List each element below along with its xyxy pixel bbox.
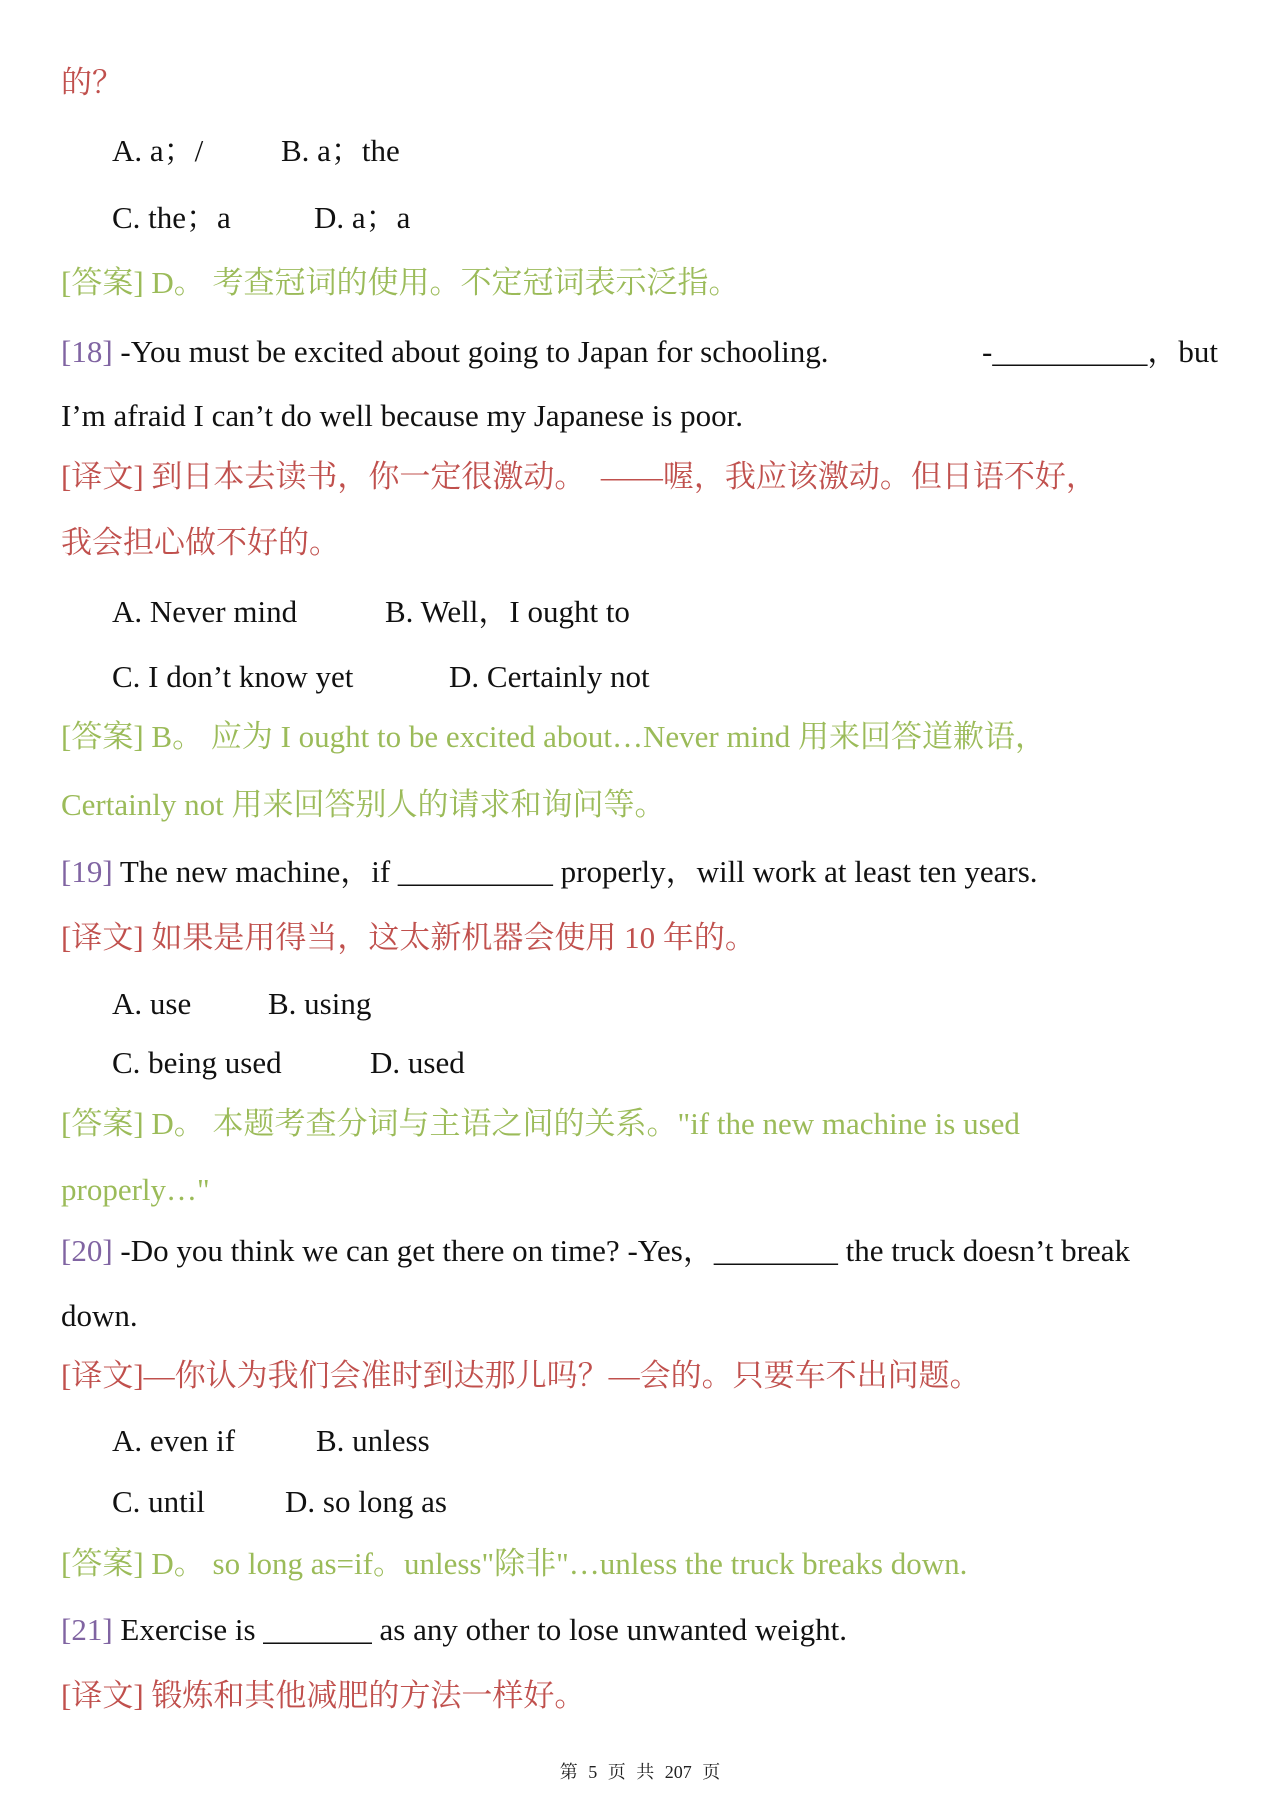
answer-text: D。 so long as=if。unless"除非"…unless the truck breaks down. bbox=[151, 1546, 968, 1581]
q20-option-b: B. unless bbox=[316, 1423, 430, 1458]
page-number: 第 5 页 共 207 页 bbox=[559, 1762, 721, 1782]
q19-option-b: B. using bbox=[268, 986, 372, 1021]
q18-question bbox=[61, 332, 828, 372]
q17-option-c: C. the；a bbox=[112, 200, 231, 235]
q17-option-b: B. a；the bbox=[281, 133, 400, 168]
q19-answer bbox=[61, 1104, 1020, 1144]
question-text: -Do you think we can get there on time? -Yes，________ the truck doesn’t break bbox=[120, 1233, 1130, 1268]
q17-answer bbox=[61, 263, 740, 303]
question-number: [21] bbox=[61, 1612, 113, 1647]
question-number: [18] bbox=[61, 334, 113, 369]
question-text: -You must be excited about going to Japan for schooling. bbox=[120, 334, 829, 369]
q20-option-c: C. until bbox=[112, 1484, 206, 1519]
q20-answer bbox=[61, 1544, 967, 1584]
translation-text: —你认为我们会准时到达那儿吗？—会的。只要车不出问题。 bbox=[143, 1358, 981, 1393]
question-number: [19] bbox=[61, 854, 113, 889]
answer-tag: [答案] bbox=[61, 265, 144, 300]
q19-answer-cont: properly…" bbox=[61, 1172, 210, 1207]
q18-translation bbox=[61, 457, 1097, 497]
q18-question-cont: I’m afraid I can’t do well because my Japanese is poor. bbox=[61, 398, 744, 433]
answer-tag: [答案] bbox=[61, 1546, 144, 1581]
q20-option-a: A. even if bbox=[112, 1423, 236, 1458]
answer-text: B。 应为 I ought to be excited about…Never mind 用来回答道歉语， bbox=[151, 719, 1046, 754]
q18-answer bbox=[61, 717, 1046, 757]
translation-tag: [译文] bbox=[61, 1358, 144, 1393]
q21-question bbox=[61, 1610, 847, 1650]
q18-translation-cont: 我会担心做不好的。 bbox=[61, 525, 340, 560]
q21-translation bbox=[61, 1676, 585, 1716]
q19-option-d: D. used bbox=[370, 1045, 465, 1080]
q20-option-d: D. so long as bbox=[285, 1484, 447, 1519]
question-text: The new machine，if __________ properly，will work at least ten years. bbox=[119, 854, 1038, 889]
q17-option-d: D. a；a bbox=[314, 200, 411, 235]
answer-text: D。 本题考查分词与主语之间的关系。"if the new machine is used bbox=[151, 1106, 1020, 1141]
q18-blank: -__________，but bbox=[982, 334, 1218, 369]
answer-tag: [答案] bbox=[61, 719, 144, 754]
answer-tag: [答案] bbox=[61, 1106, 144, 1141]
question-text: Exercise is _______ as any other to lose unwanted weight. bbox=[120, 1612, 848, 1647]
q18-option-d: D. Certainly not bbox=[449, 659, 650, 694]
q17-tail: 的？ bbox=[61, 65, 123, 100]
translation-text: 如果是用得当，这太新机器会使用 10 年的。 bbox=[151, 920, 756, 955]
translation-text: 到日本去读书，你一定很激动。 ——喔，我应该激动。但日语不好， bbox=[151, 459, 1097, 494]
translation-tag: [译文] bbox=[61, 920, 144, 955]
translation-text: 锻炼和其他减肥的方法一样好。 bbox=[151, 1678, 586, 1713]
q20-translation bbox=[61, 1356, 981, 1396]
q20-question-cont: down. bbox=[61, 1298, 138, 1333]
q18-option-c: C. I don’t know yet bbox=[112, 659, 354, 694]
q18-option-b: B. Well，I ought to bbox=[385, 594, 630, 629]
q19-option-c: C. being used bbox=[112, 1045, 282, 1080]
q19-option-a: A. use bbox=[112, 986, 192, 1021]
q19-question bbox=[61, 852, 1038, 892]
answer-text: D。 考查冠词的使用。不定冠词表示泛指。 bbox=[151, 265, 740, 300]
q17-option-a: A. a；/ bbox=[112, 133, 204, 168]
q19-translation bbox=[61, 918, 756, 958]
question-number: [20] bbox=[61, 1233, 113, 1268]
translation-tag: [译文] bbox=[61, 1678, 144, 1713]
q18-option-a: A. Never mind bbox=[112, 594, 298, 629]
q20-question bbox=[61, 1231, 1130, 1271]
q18-answer-cont: Certainly not 用来回答别人的请求和询问等。 bbox=[61, 787, 666, 822]
translation-tag: [译文] bbox=[61, 459, 144, 494]
